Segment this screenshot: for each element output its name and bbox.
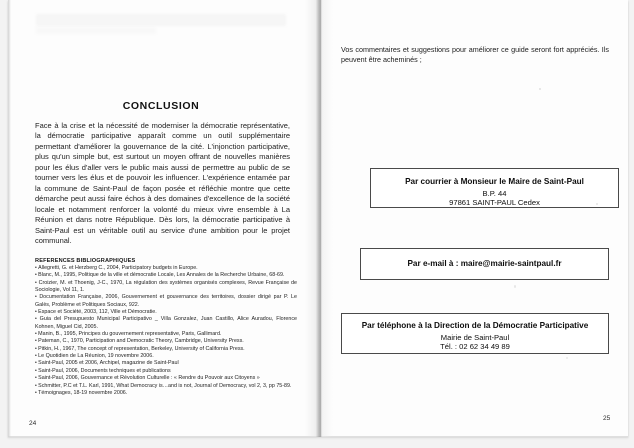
bibliography-entry: • Guia del Presupuesto Municipal Participativo _ Villa Gonzalez, Juan Castillo, Alice Auradou, Florence Kohnen, Miguel Cid, 2005. xyxy=(35,316,297,331)
contact-phone-heading: Par téléphone à la Direction de la Démocratie Participative xyxy=(361,321,589,330)
contact-box-email xyxy=(360,248,609,280)
contact-box-mail xyxy=(370,168,619,208)
bibliography-entry: • Croizier, M. et Thoenig, J-C., 1970, La régulation des systèmes organisés complexes, Revue Française de Sociologie, Vol 11, 1. xyxy=(35,280,297,295)
contact-box-phone xyxy=(341,313,609,354)
page-number-right: 25 xyxy=(603,415,611,422)
bibliography-entry: • Saint-Paul, 2006, Documents techniques et publications xyxy=(35,368,297,375)
bibliography-entry: • Manin, B., 1995, Principes du gouvernement representative, Paris, Gallimard. xyxy=(35,331,297,338)
bibliography-list xyxy=(35,265,297,397)
bibliography-entry: • Schmitter, P.C et T.L. Karl, 1991, What Democracy is…and is not, Journal of Democracy, vol 2, 3, pp 75-89. xyxy=(35,383,297,390)
bibliography-entry: • Saint-Paul, 2005 et 2006, Archipel, magazine de Saint-Paul xyxy=(35,360,297,367)
scan-speck xyxy=(514,285,516,288)
bibliography-entry: • Blanc, M., 1995, Politique de la ville et démocratie Locale, Les Annales de la Recherche Urbaine, 68-69. xyxy=(35,272,297,279)
contact-mail-city: 97861 SAINT-PAUL Cedex xyxy=(449,198,540,208)
scan-speck xyxy=(596,203,598,205)
contact-phone-office: Mairie de Saint-Paul xyxy=(440,332,510,342)
bibliography-entry: • Pateman, C., 1970, Participation and Democratic Theory, Cambridge, University Press. xyxy=(35,338,297,345)
book-gutter-shadow xyxy=(305,0,333,437)
bibliography-entry: • Saint-Paul, 2006, Gouvernance et Révolution Culturelle : « Rendre du Pouvoir aux Citoyens » xyxy=(35,375,297,382)
bibliography-entry: • Allegretti, G. et Herzberg C., 2004, Participatory budgets in Europe. xyxy=(35,265,297,272)
bibliography-entry: • Espace et Société, 2003, 112, Ville et Démocratie. xyxy=(35,309,297,316)
contact-mail-heading: Par courrier à Monsieur le Maire de Saint-Paul xyxy=(405,177,584,186)
right-page xyxy=(333,0,628,437)
bibliography-entry: • Le Quotidien de La Réunion, 19 novembre 2006. xyxy=(35,353,297,360)
feedback-intro-paragraph: Vos commentaires et suggestions pour améliorer ce guide seront fort appréciés. Ils peuvent être acheminés ; xyxy=(341,45,609,65)
bibliography-entry: • Pitkin, H., 1967, The concept of representation, Berkeley, University of California Press. xyxy=(35,346,297,353)
bibliography-heading: REFERENCES BIBLIOGRAPHIQUES xyxy=(35,258,136,264)
scan-speck xyxy=(539,88,541,90)
left-page xyxy=(11,0,311,437)
page-number-left: 24 xyxy=(29,420,37,427)
bibliography-entry: • Documentation Française, 2006, Gouvernement et gouvernance des territoires, dossier dirigé par P. Le Galès, Problème et Politiques Sociaux, 922. xyxy=(35,294,297,309)
bibliography-entry: • Témoignages, 18-19 novembre 2006. xyxy=(35,390,297,397)
scan-speck xyxy=(566,357,568,359)
book-spine-line xyxy=(320,0,321,437)
contact-email-heading: Par e-mail à : maire@mairie-saintpaul.fr xyxy=(407,259,562,268)
contact-phone-number: Tél. : 02 62 34 49 89 xyxy=(440,342,510,352)
conclusion-heading: CONCLUSION xyxy=(122,100,200,112)
contact-mail-po-box: B.P. 44 xyxy=(482,188,507,198)
conclusion-paragraph: Face à la crise et la nécessité de moderniser la démocratie représentative, la démocratie participative apparaît comme un outil supplémentaire permettant d'améliorer la gouvernance de la cité. L'injonction participative, plus qu'un simple but, est surtout un moyen offrant de nouvelles manières pour les élus d'aller vers le public mais aussi de permettre au public de se tourner vers les élus et de pouvoir les influencer. L'expérience entamée par la commune de Saint-Paul de façon posée et réfléchie montre que cette démarche peut aussi faire échos à des domaines d'excellence de la société locale et notamment renforcer la volonté du mieux vivre ensemble à La Réunion et dans notre République. Dès lors, la démocratie participative à Saint-Paul est un véritable outil au service d'une ambition pour le projet communal. xyxy=(35,121,290,245)
